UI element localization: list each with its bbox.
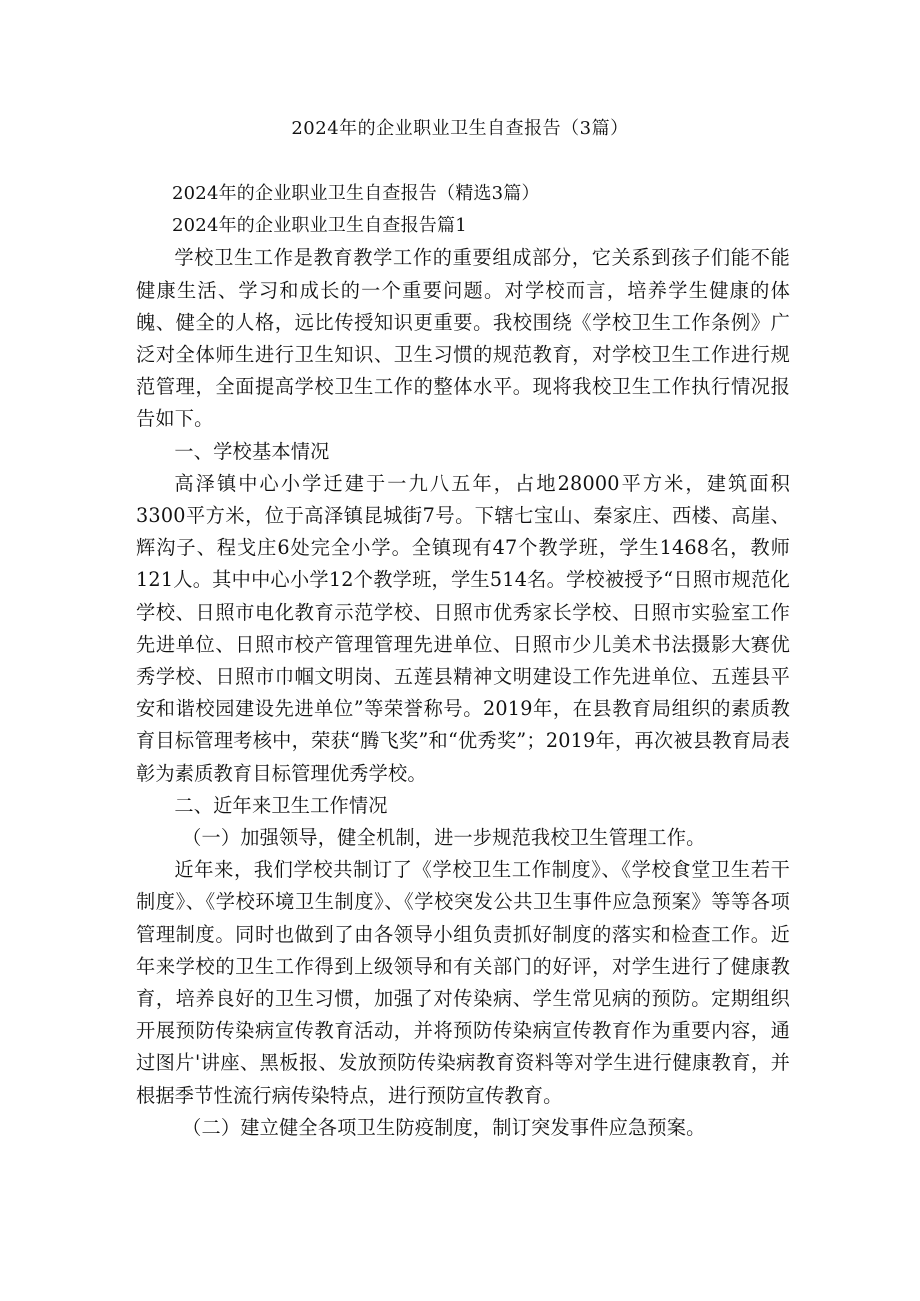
paragraph-school-info: 高泽镇中心小学迁建于一九八五年，占地28000平方米，建筑面积3300平方米，位于高泽镇昆城街7号。下辖七宝山、秦家庄、西楼、高崖、辉沟子、程戈庄6处完全小学。全镇现有47个教学班，学生1468名，教师121人。其中中心小学12个教学班，学生514名。学校被授予“日照市规范化学校、日照市电化教育示范学校、日照市优秀家长学校、日照市实验室工作先进单位、日照市校产管理管理先进单位、日照市少儿美术书法摄影大赛优秀学校、日照市巾帼文明岗、五莲县精神文明建设工作先进单位、五莲县平安和谐校园建设先进单位”等荣誉称号。2019年，在县教育局组织的素质教育目标管理考核中，荣获“腾飞奖”和“优秀奖”；2019年，再次被县教育局表彰为素质教育目标管理优秀学校。: [136, 471, 790, 785]
subsection-heading-leadership: （一）加强领导，健全机制，进一步规范我校卫生管理工作。: [182, 826, 706, 850]
subsection-heading-epidemic-prevention: （二）建立健全各项卫生防疫制度，制订突发事件应急预案。: [182, 1115, 706, 1139]
document-body: [136, 178, 790, 1144]
document-subtitle: 2024年的企业职业卫生自查报告（精选3篇）: [172, 183, 540, 204]
section-heading-basic-info: 一、学校基本情况: [174, 439, 330, 463]
paragraph-intro: 学校卫生工作是教育教学工作的重要组成部分，它关系到孩子们能不能健康生活、学习和成长的一个重要问题。对学校而言，培养学生健康的体魄、健全的人格，远比传授知识更重要。我校围绕《学校卫生工作条例》广泛对全体师生进行卫生知识、卫生习惯的规范教育，对学校卫生工作进行规范管理，全面提高学校卫生工作的整体水平。现将我校卫生工作执行情况报告如下。: [136, 246, 790, 431]
paragraph-regulations: 近年来，我们学校共制订了《学校卫生工作制度》、《学校食堂卫生若干制度》、《学校环境卫生制度》、《学校突发公共卫生事件应急预案》等等各项管理制度。同时也做到了由各领导小组负责抓好制度的落实和检查工作。近年来学校的卫生工作得到上级领导和有关部门的好评，对学生进行了健康教育，培养良好的卫生习惯，加强了对传染病、学生常见病的预防。定期组织开展预防传染病宣传教育活动，并将预防传染病宣传教育作为重要内容，通过图片'讲座、黑板报、发放预防传染病教育资料等对学生进行健康教育，并根据季节性流行病传染特点，进行预防宣传教育。: [136, 858, 790, 1107]
document-title: 2024年的企业职业卫生自查报告（3篇）: [291, 118, 629, 139]
section-heading-hygiene-work: 二、近年来卫生工作情况: [174, 793, 388, 817]
chapter-heading: 2024年的企业职业卫生自查报告篇1: [172, 215, 467, 237]
